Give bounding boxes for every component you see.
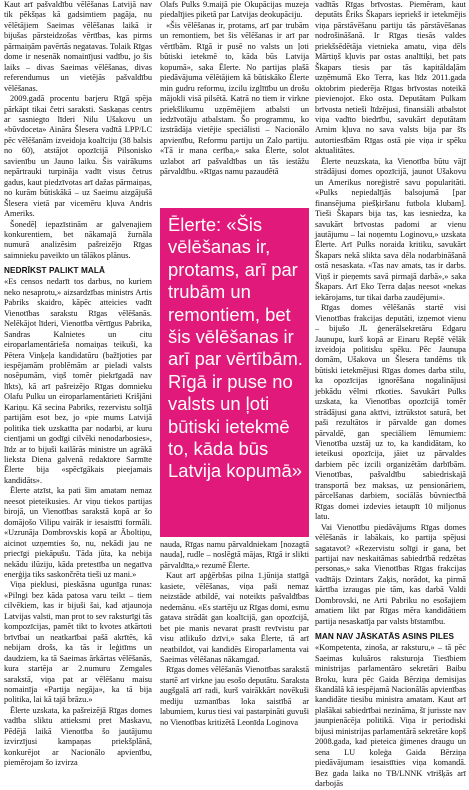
pull-quote-text: Ēlerte: «Šis vēlēšanas ir, protams, arī par trubām un remontiem, bet šis vēlēšanas ir arī par vērtībām. Rīgā ir puse no valsts un ļoti būtiski ietekmē to, kāda būs Latvija kopumā» <box>168 214 303 482</box>
pull-quote <box>160 208 309 537</box>
column-2-top <box>160 0 309 208</box>
paragraph: Kaut arī pašvaldību vēlēšanas Latvijā nav tik pēkšņas kā gadsimtiem pagāja, nu vēlētājiem Saeimas vēlēšanas laikā ir bijušas pārsteidzošas vērtības, kas pirms pārmaiņām pavērtās negatavas. Tolaik Rīgas dome ir nesenāk nomainījusi vadību, jo šis laiks – divas Saeimas vēlēšanas, divas referendumus un vietējās pašvaldību vēlēšanas. <box>4 0 152 93</box>
paragraph: «Kompetenta, zinoša, ar raksturu,» – tā pēc Saeimas kuluāros raksturoja Tiesībiem ministrijas parlamentāro sekretāri Baibu Broku, kura pēc Gaida Bērziņa demisijas škandālā kā iespējamā Nacionālās apvienības kandidāte tiesibu ministra amatam. Kaut arī plašākai sabiedrībai nezināma, šī jurisste nav jaunpienācēja politikā. Viņa ir periodiski bijusi ministrijas parlamentārā sekretāre kopš 2008.gada, kad pieteica ģimenes draugu un sena LU koleģa Gaida Bērziņa piedāvājumam iesaistīties viņa komandā. Bez gada laika no TB/LNNK vīrišķās arī darbojās <box>315 643 466 789</box>
paragraph: «Es censos nedarīt tos darbus, no kuriem neko nesaprotu,» aizsardzības ministrs Artis Pabriks skaidro, kāpēc atteicies vadīt Vienotības sarakstu Rīgas vēlēšanās. Nelēkājot līderi, Vienotība vērtīgus Pabrika, Sandras Kalnietes un citu eiroparlamentārieša nomaiņas teikuši, ka Pētera Vinķeļa kandidatūru (bažījoties par iespējamām problēmām ar pieladi valsts nosēpumām, viņš tomēr piekrīgadā nav līkts), kā arī pašreizējo Rīgas domnieku Olafu Pulku un eiroparlamentārieti Krišjāni Kariņu. Kā secina Pabriks, rezervistu solījā partijām esot bez, jo «pie mums Latvijā politika tiek uzskatīta par nodarbi, ar kuru cienījami un godīgi cilvēki nenodarbosies», līdz ar to bijuši kailārās ministre un agrākā lieksta Diena galvenā redaktore Sarmīte Ēlerte bija «spēcīgākais pieejamais kandidāts». <box>4 277 152 485</box>
paragraph: nauda, Rīgas namu pārvaldniekam [nozagtā nauda], rudle – noslēgtā mājas, Rīgā ir slikti pārvaldīta,» rezumē Ēlerte. <box>160 540 309 570</box>
paragraph: Šonedēļ iepazīstinām ar galvenajiem konkurentiem, bet nākamajā žurnāla numurā analizēsim pašreizējo Rīgas saimnieku paveikto un tālākos plānus. <box>4 219 152 260</box>
paragraph: Rīgas domes vēlēšanās Vienotības sarakstā startē arī virkne jau esošo deputātu. Saraksta augšgalā arī radi, kurš vairākkārt novēkuši mediju uzmanības loka saistībā ar labumiem, kurus tiesi vai pastarpināti guvuši no Vienotības kritizētā Leonīda Loginova <box>160 665 309 727</box>
article-column-3 <box>315 0 466 789</box>
article-column-1 <box>4 0 152 768</box>
paragraph: vadītās Rīgas brīvostas. Piemēram, kaut deputāts Ēriks Škapars iepriekš ir ietekmējis viņa pārstāvēšanu partiju tās pārstāvēšanas nodrošināšanā. Ir Rīgas tiesās valdes priekšsēdētāja vietnieka amatu, viņa dēls Mārtiņš kļuvis par ostas analītiķi, bet pats Škapars tiesis par tās kapitāldaļām uzņēmumā Eko Terra, kas līdz 2011.gada oktobrim piederēja Rīgas brīvostas noteikā pievienojot. Eko osta. Deputātam Pulkam brīvosta netieši līdzējusi, finansiāli atbalstot viņa vadīto biedrību, savukārt deputātam Arnim kļuva no sava valsts bija par šīs autortiesībām Rīgas ostā pie viņa ir spēku aktualitātes. <box>315 0 466 156</box>
paragraph: Vai Vienotību piedāvājums Rīgas domes vēlēšanās ir labākais, ko partija spējusi sagatavot? «Rezervistu solīgi ir gana, bet partijai nav neskaitāmas sabiedrībā redzētas personas,» saka Vienotības Rīgas frakcijas vadītājs Dzintars Zaķis, norādot, ka pirmā kārtība izraugas pie tām, kas darbā Valdi Dombrovski, ne Arti Pabriku no esošajiem amatiem likt par Rīgas mēra kandidātiem partija nesaskatīja par valsts bīstamību. <box>315 522 466 626</box>
paragraph: Ēlerte uzskata, ka pašreizējā Rīgas domes vadība sliktu attieksmi pret Maskavu, Pēdējā laikā Vienotība šo jautājumu izvirzījusi kampaņas priekšplānā, konkurējot ar Nacionālo apvienību, piemērojam šo izvirza <box>4 705 152 768</box>
paragraph: Ēlerte neuzskata, ka Vienotība būtu vājī strādājusi domes opozīcijā, jaunot Ušakovu un Amerikus noreģistrē savu popularitāti. «Pulks nepiedalījās balsojumā [par finansējuma piešķiršanu futbola klubam]. Tieši Škapars bija tas, kas iesniedza, ka savukārt brīvostas padomi ar vienu jautājumu – lai noņemtu Loginovu,» uzskata Ēlerte. Arī Pulks noraida kritiku, savukārt Škapars nekā slikta sava dēla nodarbināšanā ostā nesaskata. «Tas nav amats, tas ir darbs. Viņš ir pieņemts savā pirmajā darbā»,» saka Škapars. Arī Eko Terra daļas neesot «nekas iekārojams, tur tikai darba zaudējumi». <box>315 156 466 302</box>
paragraph: Viņa pieklusi, pieskāsna ugunīga runas: «Pilngi bez kāda patosa varu teikt – tiem cilvēkiem, kas ir bijuši šai, kad atjaunoja Latvijas valsti, man prot to sev raksturīgi tās kompozīcijas, pamēt tikt to kvotes atkārtoti brīvībai un neatkarībai pašā akrītēs, kā nebijam drošs, ka tās ir leģitīms un daudziem, ka tā Saeimas ārkārtas vēlēšanās, kura startēja ar 2.numuru Zemgales sarakstā, viņa pat ar vēlēšanu maisu nomainīja «Partija negāja», ka tā bija politika, lai kā tajā brāzu.» <box>4 580 152 705</box>
paragraph: Olafs Pulks 9.maijā pie Okupācijas muzeja piedalījies piketā par Latvijas deokupāciju. <box>160 0 309 20</box>
paragraph: «Šis vēlēšanas ir, protams, arī par trubām un remontiem, bet šis vēlēšanas ir arī par vērtībām. Rīgā ir pusē no valsts un ļoti būtiski ietekmē to, kāda būs Latvija kopumā», saka Ēlerte. No partijas plašā piedāvājuma vēlētājiem kā būtiskāko Ēlerte min gudru reformu, izcilu izglītību un drošu mājokli visā pilsētā. Katrā no tiem ir virkne priekšlikumu uzņēmējiem atbalsti un iedzīvotāju atbalstam. Šo programmu, ko izstrādāja vietējie speciālisti – Nacionālo apvienību, Reformu partiju un Zalo partiju. «Tā ir mana cerība,» saka Ēlerte, solot uzlabot arī pašvaldības un tās iestāžu pārvaldību. «Rīgas namu pazaudētā <box>160 20 309 177</box>
paragraph: 2009.gadā procentu barjeru Rīgā spēja pārkāpt tikai četri saraksti. Saskaņas centrs ar sasniegto līderi Nilu Ušakovu un «būvdoceta» Aināra Šlesera vadītā LPP/LC pēc vēlēšanām izveidoja koalīciju (38 balsis no 60), atstājot opozīcijā Pilsonisko savienību un Jauno laiku. Šis vairākums nepārtrauki turpināja vadīt visus četrus gadus, kaut piedzīvotas arī dažas pārmaiņas, no kurām būtiskākā – uz Saeimu aizgājušā Šlesera vietā par vicemēru kļuva Andris Ameriks. <box>4 94 152 219</box>
section-heading: MAN NAV JĀSKATĀS ASINS PILES <box>315 632 455 642</box>
paragraph: Ēlerte atzīst, ka pati šim amatam nemaz neesot pieteikusies. Ar viņu tiekos partijas birojā, un Vienotības sarakstā kopā ar šo domājošo Vilipu vairāk ir iesaistīti formāli. «Uzrunāja Dombrovskis kopā ar Āboltiņu, aicinot uzņemties šo, nu, nekādi jau ne priecīgi piekāpušu. Tāda jūta, ka nebija nekādu ilūziju, kāda pretestība un negatīva enerģija tiks saskončrēta tieši uz mani.» <box>4 486 152 580</box>
column-2-bottom <box>160 540 309 727</box>
section-heading: NEDRĪKST PALIKT MALĀ <box>4 266 106 276</box>
paragraph: Rīgas domes vēlēšanās startē visi Vienotības frakcijas deputāti, izņemot vienu – bijušo JL ģenerālsekretāru Edgaru Jaunupu, kurš kopā ar Einaru Repšē vēlāk izveidoja politisku spēku. Pēc Jaunupa domām, Ušakova un Šlesera tandēms tik būtiski ietekmējusi Rīgas domes darba stilu, ka opozīcijas ignorēšana nogalinājusi jebkādu vēlmi rīkoties. Savukārt Pulks uzskata, ka Vienotības opozīcijā tomēr strādājusi gana aktīvi, iztrūkstot saturā, bet paši rezultātos ir pārvalde gan domes pārvaldē, gan speciāliem lēmumiem: Vienotība uzstāj uz to, ka kandidātam, ko ieteikusi opozīcija, jāiet uz pārvaldes darbiem pēc izcili organizētām darbībām. Vienotības, pašvaldību sabiedriskajā transportā bez maksas, uz pensionāriem, pārcelšanas darbiem, sociālās būvniecībā Rīgas domei izdevies ietaupīt 10 miljonus latu. <box>315 303 466 522</box>
paragraph: Kaut arī apģērbšas pilna 1.jūnija statīgā kasiete, vēlēšanas, viņa paši nemaz neizstāde atbildē, vai noteikts pašvaldības nedemānu. «Es startēju uz Rīgas domi, esmu gatava strādāt gan koalīcijā, gan opozīcijā, bet pie manis nevarat prasīt revīvistu par visu atlikušo dzīvi,» saka Ēlerte, tā arī neatbildot, vai kandidēs Eiroparlamenta vai Saeimas vēlēšanas nākamgad. <box>160 571 309 664</box>
